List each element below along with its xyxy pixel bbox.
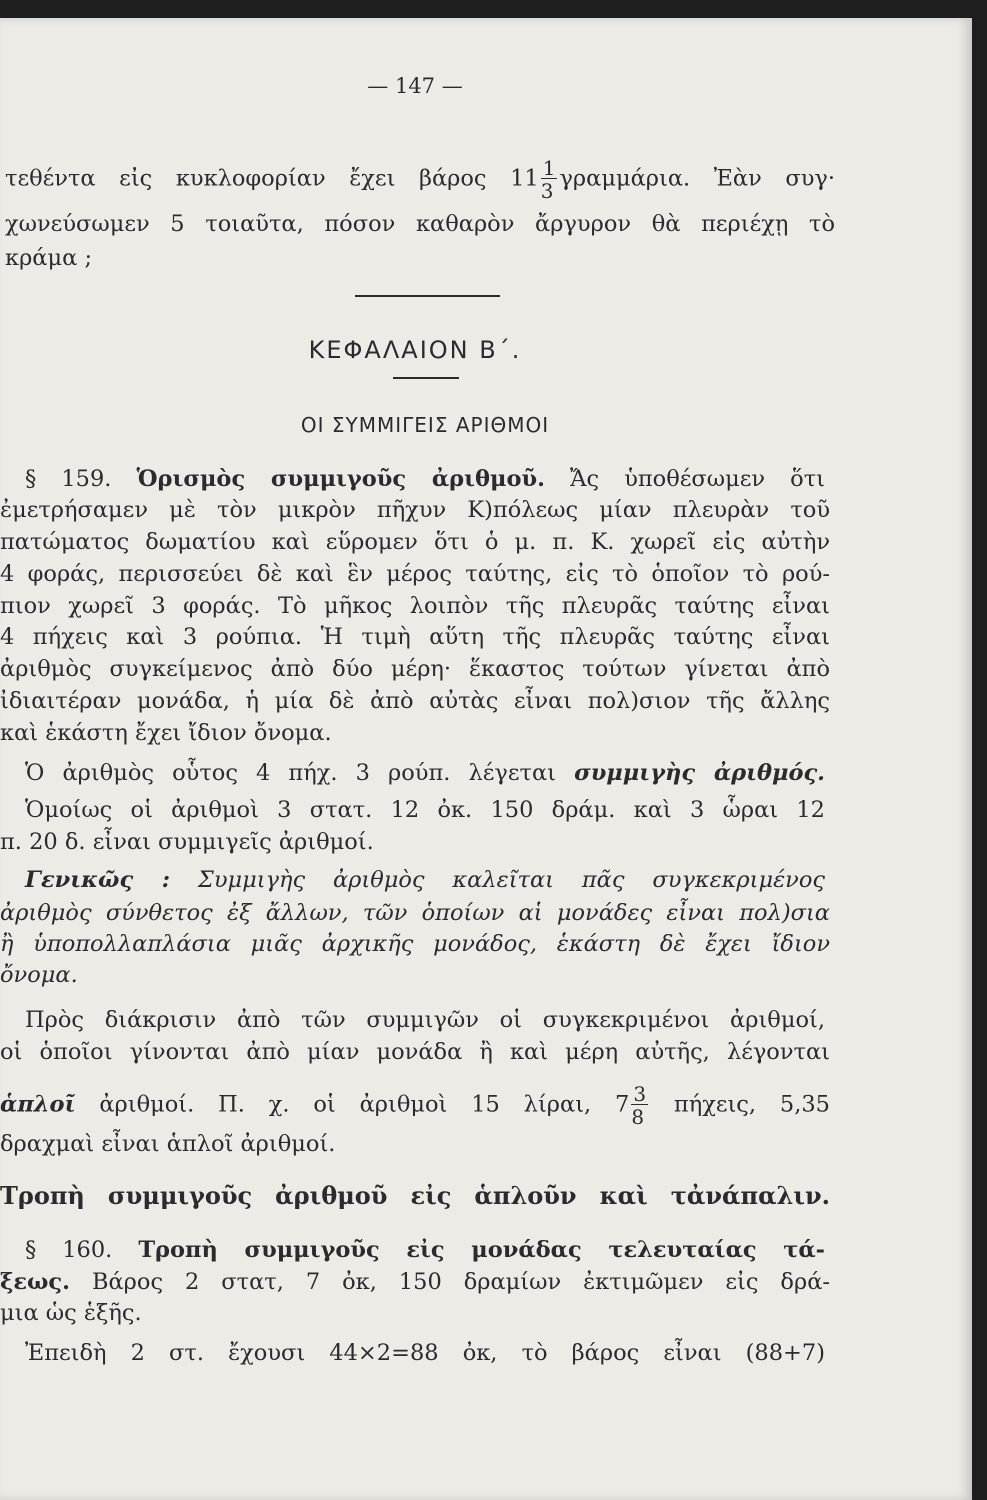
chapter-title: ΚΕΦΑΛΑΙΟΝ Β΄. <box>308 336 522 364</box>
simple-numbers-line-3-text-a: ἀριθμοί. Π. χ. οἱ ἀριθμοὶ 15 λίραι, 7 <box>99 1091 630 1118</box>
fraction-numerator: 3 <box>633 1082 647 1106</box>
general-label: Γενικῶς : <box>25 867 171 893</box>
simple-numbers-line-1: Πρὸς διάκρισιν ἀπὸ τῶν συμμιγῶν οἱ συγκεκριμένοι ἀριθμοί, <box>25 1007 825 1033</box>
fraction-denominator: 8 <box>631 1105 645 1129</box>
fraction-denominator: 3 <box>540 179 554 203</box>
simple-numbers-line-2: οἱ ὁποῖοι γίνονται ἀπὸ μίαν μονάδα ἢ καὶ μέρη αὐτῆς, λέγονται <box>0 1039 830 1065</box>
simple-numbers-line-3-text-b: πήχεις, 5,35 <box>673 1091 831 1118</box>
paragraph-159-line-6: 4 πήχεις καὶ 3 ρούπια. Ἡ τιμὴ αὕτη τῆς πλευρᾶς ταύτης εἶναι <box>0 624 830 650</box>
fraction-numerator: 1 <box>542 156 556 180</box>
term-simple: ἁπλοῖ <box>0 1091 76 1118</box>
intro-line-1-text-a: τεθέντα εἰς κυκλοφορίαν ἔχει βάρος 11 <box>5 165 539 192</box>
paragraph-number-160: § 160. <box>25 1237 113 1263</box>
example-line-3: π. 20 δ. εἶναι συμμιγεῖς ἀριθμοί. <box>0 829 374 855</box>
page-number: — 147 — <box>367 74 463 98</box>
paragraph-159-line-1 <box>25 465 825 493</box>
general-definition-line-2: ἀριθμὸς σύνθετος ἐξ ἄλλων, τῶν ὁποίων αἱ μονάδες εἶναι πολ)σια <box>0 900 830 926</box>
term-mixed-number: συμμιγὴς ἀριθμός. <box>574 760 826 786</box>
paragraph-160-line-1 <box>25 1236 825 1264</box>
separator-rule <box>355 295 500 297</box>
paragraph-159-line-9: καὶ ἑκάστη ἔχει ἴδιον ὄνομα. <box>0 720 332 746</box>
simple-numbers-line-3 <box>0 1084 830 1127</box>
paragraph-160-heading-cont: ξεως. <box>0 1269 70 1295</box>
example-line-1 <box>25 759 825 787</box>
simple-numbers-line-4: δραχμαὶ εἶναι ἁπλοῖ ἀριθμοί. <box>0 1131 336 1157</box>
intro-line-2: χωνεύσωμεν 5 τοιαῦτα, πόσον καθαρὸν ἄργυρον θὰ περιέχῃ τὸ <box>5 211 835 237</box>
intro-line-3: κράμα ; <box>5 245 93 271</box>
example-line-1-text: Ὁ ἀριθμὸς οὗτος 4 πήχ. 3 ρούπ. λέγεται <box>25 760 556 786</box>
paragraph-159-line-7: ἀριθμὸς συγκείμενος ἀπὸ δύο μέρη· ἕκαστος τούτων γίνεται ἀπὸ <box>0 656 830 682</box>
general-definition-line-1 <box>25 866 825 894</box>
paragraph-159-heading: Ὁρισμὸς συμμιγοῦς ἀριθμοῦ. <box>136 466 545 492</box>
section-title: ΟΙ ΣΥΜΜΙΓΕΙΣ ΑΡΙΘΜΟΙ <box>300 413 550 437</box>
paragraph-160-line-4: Ἐπειδὴ 2 στ. ἔχουσι 44×2=88 ὀκ, τὸ βάρος εἶναι (88+7) <box>25 1340 825 1366</box>
paragraph-159-line-1-rest: Ἄς ὑποθέσωμεν ὅτι <box>570 466 825 492</box>
paragraph-160-line-3: μια ὡς ἑξῆς. <box>0 1300 142 1326</box>
paragraph-159-line-4: 4 φοράς, περισσεύει δὲ καὶ ἓν μέρος ταύτης, εἰς τὸ ὁποῖον τὸ ρού- <box>0 561 830 587</box>
paragraph-159-line-8: ἰδιαιτέραν μονάδα, ἡ μία δὲ ἀπὸ αὐτὰς εἶναι πολ)σιον τῆς ἄλλης <box>0 688 830 714</box>
example-line-2: Ὁμοίως οἱ ἀριθμοὶ 3 στατ. 12 ὀκ. 150 δράμ. καὶ 3 ὧραι 12 <box>25 797 825 823</box>
paragraph-160-line-2-rest: Βάρος 2 στατ, 7 ὀκ, 150 δραμίων ἐκτιμῶμεν εἰς δρά- <box>91 1269 830 1295</box>
general-definition-line-1-rest: Συμμιγὴς ἀριθμὸς καλεῖται πᾶς συγκεκριμένος <box>197 867 825 893</box>
paragraph-number-159: § 159. <box>25 466 112 492</box>
intro-line-1 <box>5 158 835 201</box>
paragraph-160-line-2 <box>0 1268 830 1296</box>
book-page <box>0 18 972 1500</box>
conversion-heading: Τροπὴ συμμιγοῦς ἀριθμοῦ εἰς ἁπλοῦν καὶ τἀνάπαλιν. <box>0 1181 830 1210</box>
paragraph-159-line-3: πατώματος δωματίου καὶ εὕρομεν ὅτι ὁ μ. π. Κ. χωρεῖ εἰς αὐτὴν <box>0 529 830 555</box>
paragraph-160-heading: Τροπὴ συμμιγοῦς εἰς μονάδας τελευταίας τά- <box>138 1237 826 1263</box>
general-definition-line-4: ὄνομα. <box>0 962 78 988</box>
paragraph-159-line-5: πιον χωρεῖ 3 φοράς. Τὸ μῆκος λοιπὸν τῆς πλευρᾶς ταύτης εἶναι <box>0 593 830 619</box>
general-definition-line-3: ἢ ὑποπολλαπλάσια μιᾶς ἀρχικῆς μονάδος, ἑκάστη δὲ ἔχει ἴδιον <box>0 931 830 957</box>
intro-line-1-text-b: γραμμάρια. Ἐὰν συγ· <box>559 165 835 192</box>
fraction-one-third <box>541 158 558 201</box>
paragraph-159-line-2: ἐμετρήσαμεν μὲ τὸν μικρὸν πῆχυν Κ)πόλεως μίαν πλευρὰν τοῦ <box>0 497 830 523</box>
chapter-underline <box>393 377 459 379</box>
fraction-three-eighths <box>631 1084 648 1127</box>
